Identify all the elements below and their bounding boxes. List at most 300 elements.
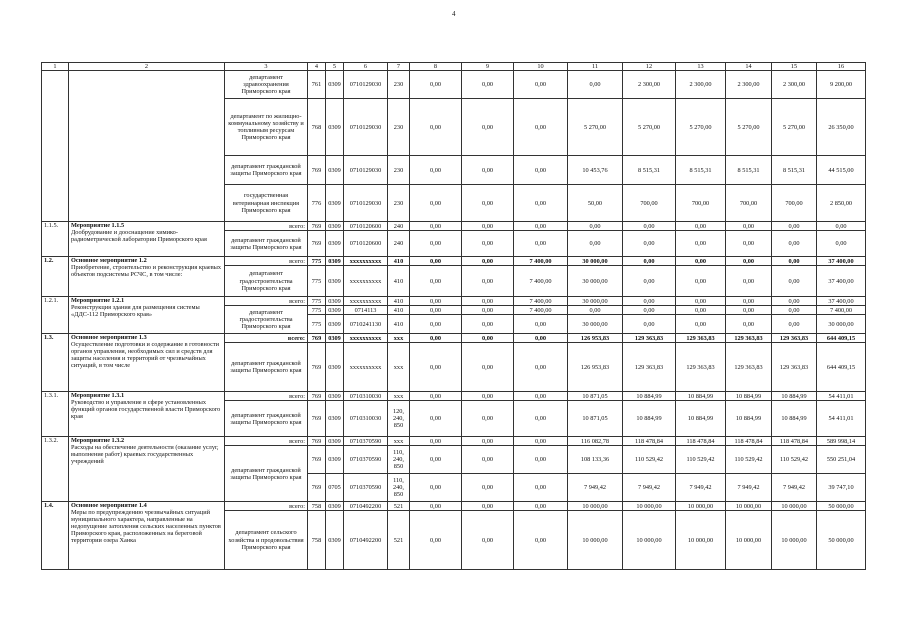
amount-cell: 0,00 bbox=[726, 297, 772, 306]
total-cell: 54 411,01 bbox=[817, 392, 866, 401]
amount-cell: 0,00 bbox=[410, 392, 462, 401]
amount-cell: 10 000,00 bbox=[676, 511, 726, 570]
amount-cell: 0,00 bbox=[676, 231, 726, 257]
total-cell: 589 998,14 bbox=[817, 437, 866, 446]
amount-cell: 10 000,00 bbox=[676, 502, 726, 511]
cell-vr: xxx bbox=[388, 392, 410, 401]
cell-rzpr: 0309 bbox=[326, 334, 344, 343]
cell-vr: 230 bbox=[388, 185, 410, 222]
amount-cell: 0,00 bbox=[772, 266, 817, 297]
total-cell: 0,00 bbox=[817, 222, 866, 231]
amount-cell: 7 949,42 bbox=[568, 474, 623, 502]
amount-cell: 0,00 bbox=[726, 315, 772, 334]
cell-csr: xxxxxxxxxx bbox=[344, 257, 388, 266]
cell-rzpr: 0309 bbox=[326, 222, 344, 231]
amount-cell: 0,00 bbox=[676, 297, 726, 306]
amount-cell: 0,00 bbox=[568, 306, 623, 315]
total-cell: 30 000,00 bbox=[817, 315, 866, 334]
executor-cell: департамент по жилищно-коммунальному хозяйству и топливным ресурсам Приморского края bbox=[225, 99, 308, 156]
header-cell: 6 bbox=[344, 63, 388, 71]
cell-csr: 0714113 bbox=[344, 306, 388, 315]
measure-title: Мероприятие 1.1.5 bbox=[71, 222, 125, 230]
total-label-cell: всего: bbox=[225, 334, 308, 343]
amount-cell: 0,00 bbox=[623, 306, 676, 315]
amount-cell: 0,00 bbox=[676, 222, 726, 231]
amount-cell: 110 529,42 bbox=[623, 446, 676, 474]
executor-cell: департамент гражданской защиты Приморского края bbox=[225, 446, 308, 502]
cell-vr: 410 bbox=[388, 297, 410, 306]
total-cell: 50 000,00 bbox=[817, 511, 866, 570]
cell-csr: 0710129030 bbox=[344, 185, 388, 222]
header-row bbox=[42, 63, 866, 71]
amount-cell: 0,00 bbox=[462, 334, 514, 343]
cell-vr: 410 bbox=[388, 257, 410, 266]
amount-cell: 0,00 bbox=[462, 343, 514, 392]
amount-cell: 0,00 bbox=[462, 257, 514, 266]
amount-cell: 0,00 bbox=[623, 231, 676, 257]
amount-cell: 0,00 bbox=[623, 257, 676, 266]
measure-title: Мероприятие 1.3.2 bbox=[71, 437, 125, 445]
amount-cell: 129 363,83 bbox=[623, 334, 676, 343]
cell-vr: 230 bbox=[388, 156, 410, 185]
amount-cell: 10 000,00 bbox=[772, 511, 817, 570]
measure-text: Руководство и управление в сфере установленных функций органов государственной власти Приморского края bbox=[71, 399, 221, 421]
cell-csr: xxxxxxxxxx bbox=[344, 343, 388, 392]
amount-cell: 10 884,99 bbox=[676, 401, 726, 437]
header-cell: 14 bbox=[726, 63, 772, 71]
cell-csr: 0710310030 bbox=[344, 401, 388, 437]
amount-cell: 0,00 bbox=[623, 315, 676, 334]
description-cell bbox=[69, 257, 225, 297]
cell-grbs: 769 bbox=[308, 392, 326, 401]
amount-cell: 126 953,83 bbox=[568, 334, 623, 343]
cell-grbs: 775 bbox=[308, 315, 326, 334]
cell-csr: 0710492200 bbox=[344, 502, 388, 511]
amount-cell: 10 871,05 bbox=[568, 401, 623, 437]
amount-cell: 30 000,00 bbox=[568, 315, 623, 334]
description-cell bbox=[69, 297, 225, 334]
total-label-cell: всего: bbox=[225, 392, 308, 401]
amount-cell: 0,00 bbox=[514, 315, 568, 334]
amount-cell: 7 400,00 bbox=[514, 306, 568, 315]
amount-cell: 0,00 bbox=[514, 334, 568, 343]
amount-cell: 129 363,83 bbox=[772, 334, 817, 343]
header-cell: 3 bbox=[225, 63, 308, 71]
amount-cell: 108 133,36 bbox=[568, 446, 623, 474]
amount-cell: 126 953,83 bbox=[568, 343, 623, 392]
table-row bbox=[42, 71, 866, 99]
total-cell: 50 000,00 bbox=[817, 502, 866, 511]
measure-text: Реконструкция здания для размещения системы «ДДС-112 Приморского края» bbox=[71, 304, 200, 319]
cell-csr: 0710241130 bbox=[344, 315, 388, 334]
amount-cell: 129 363,83 bbox=[726, 334, 772, 343]
cell-vr: 410 bbox=[388, 266, 410, 297]
measure-text: Осуществление подготовки и содержание в готовности органов управления, необходимых сил и средств для защиты населения и территорий от чрезвычайных ситуаций, в том числе bbox=[71, 341, 220, 370]
amount-cell: 2 300,00 bbox=[772, 71, 817, 99]
total-cell: 37 400,00 bbox=[817, 266, 866, 297]
cell-vr: 230 bbox=[388, 99, 410, 156]
total-cell: 39 747,10 bbox=[817, 474, 866, 502]
executor-cell: департамент гражданской защиты Приморского края bbox=[225, 343, 308, 392]
cell-vr: xxx bbox=[388, 343, 410, 392]
cell-csr: 0710120600 bbox=[344, 231, 388, 257]
cell-csr: 0710129030 bbox=[344, 99, 388, 156]
amount-cell: 0,00 bbox=[726, 306, 772, 315]
amount-cell: 7 400,00 bbox=[514, 266, 568, 297]
total-cell: 44 515,00 bbox=[817, 156, 866, 185]
amount-cell: 0,00 bbox=[514, 185, 568, 222]
amount-cell: 0,00 bbox=[410, 306, 462, 315]
total-cell: 2 850,00 bbox=[817, 185, 866, 222]
measure-title: Мероприятие 1.2.1 bbox=[71, 297, 125, 305]
amount-cell: 110 529,42 bbox=[726, 446, 772, 474]
header-cell: 13 bbox=[676, 63, 726, 71]
cell-grbs: 775 bbox=[308, 306, 326, 315]
cell-csr: 0710370590 bbox=[344, 474, 388, 502]
cell-grbs: 769 bbox=[308, 334, 326, 343]
header-cell: 8 bbox=[410, 63, 462, 71]
amount-cell: 0,00 bbox=[410, 334, 462, 343]
cell-grbs: 761 bbox=[308, 71, 326, 99]
amount-cell: 0,00 bbox=[568, 222, 623, 231]
amount-cell: 0,00 bbox=[462, 222, 514, 231]
executor-cell: департамент градостроительства Приморского края bbox=[225, 266, 308, 297]
amount-cell: 10 000,00 bbox=[772, 502, 817, 511]
amount-cell: 8 515,31 bbox=[772, 156, 817, 185]
executor-cell: департамент сельского хозяйства и продовольствия Приморского края bbox=[225, 511, 308, 570]
amount-cell: 0,00 bbox=[462, 99, 514, 156]
header-cell: 4 bbox=[308, 63, 326, 71]
amount-cell: 30 000,00 bbox=[568, 257, 623, 266]
cell-vr: xxx bbox=[388, 437, 410, 446]
header-cell: 5 bbox=[326, 63, 344, 71]
cell-grbs: 769 bbox=[308, 474, 326, 502]
amount-cell: 0,00 bbox=[514, 71, 568, 99]
amount-cell: 0,00 bbox=[514, 392, 568, 401]
amount-cell: 0,00 bbox=[410, 185, 462, 222]
cell-grbs: 769 bbox=[308, 231, 326, 257]
cell-rzpr: 0309 bbox=[326, 502, 344, 511]
amount-cell: 10 453,76 bbox=[568, 156, 623, 185]
code-cell: 1.3.1. bbox=[42, 392, 69, 437]
amount-cell: 0,00 bbox=[772, 315, 817, 334]
header-cell: 7 bbox=[388, 63, 410, 71]
amount-cell: 10 000,00 bbox=[726, 511, 772, 570]
amount-cell: 0,00 bbox=[410, 156, 462, 185]
cell-vr: 410 bbox=[388, 306, 410, 315]
amount-cell: 0,00 bbox=[410, 474, 462, 502]
measure-title: Основное мероприятие 1.2 bbox=[71, 257, 147, 265]
cell-rzpr: 0309 bbox=[326, 156, 344, 185]
header-cell: 12 bbox=[623, 63, 676, 71]
cell-rzpr: 0309 bbox=[326, 315, 344, 334]
total-label-cell: всего: bbox=[225, 297, 308, 306]
amount-cell: 10 884,99 bbox=[772, 401, 817, 437]
amount-cell: 0,00 bbox=[726, 257, 772, 266]
cell-rzpr: 0705 bbox=[326, 474, 344, 502]
amount-cell: 0,00 bbox=[772, 297, 817, 306]
amount-cell: 5 270,00 bbox=[726, 99, 772, 156]
amount-cell: 0,00 bbox=[462, 266, 514, 297]
header-cell: 10 bbox=[514, 63, 568, 71]
amount-cell: 30 000,00 bbox=[568, 297, 623, 306]
amount-cell: 0,00 bbox=[726, 231, 772, 257]
amount-cell: 8 515,31 bbox=[726, 156, 772, 185]
amount-cell: 0,00 bbox=[410, 222, 462, 231]
code-cell: 1.3. bbox=[42, 334, 69, 392]
cell-vr: 110, 240, 850 bbox=[388, 474, 410, 502]
cell-vr: 240 bbox=[388, 231, 410, 257]
cell-csr: 0710120600 bbox=[344, 222, 388, 231]
amount-cell: 118 478,84 bbox=[726, 437, 772, 446]
code-cell: 1.2.1. bbox=[42, 297, 69, 334]
amount-cell: 10 871,05 bbox=[568, 392, 623, 401]
amount-cell: 0,00 bbox=[462, 474, 514, 502]
total-cell: 644 409,15 bbox=[817, 334, 866, 343]
description-cell bbox=[69, 502, 225, 570]
cell-vr: 240 bbox=[388, 222, 410, 231]
amount-cell: 0,00 bbox=[462, 401, 514, 437]
amount-cell: 0,00 bbox=[410, 266, 462, 297]
amount-cell: 0,00 bbox=[514, 343, 568, 392]
cell-rzpr: 0309 bbox=[326, 297, 344, 306]
amount-cell: 0,00 bbox=[726, 222, 772, 231]
amount-cell: 0,00 bbox=[676, 257, 726, 266]
amount-cell: 129 363,83 bbox=[676, 343, 726, 392]
amount-cell: 118 478,84 bbox=[772, 437, 817, 446]
amount-cell: 5 270,00 bbox=[772, 99, 817, 156]
cell-grbs: 769 bbox=[308, 401, 326, 437]
amount-cell: 0,00 bbox=[676, 306, 726, 315]
description-cell bbox=[69, 437, 225, 502]
measure-text: Приобретение, строительство и реконструкция краевых объектов подсистемы РСЧС, в том числе: bbox=[71, 264, 222, 279]
description-cell bbox=[69, 222, 225, 257]
table-row bbox=[42, 222, 866, 231]
amount-cell: 7 949,42 bbox=[623, 474, 676, 502]
amount-cell: 0,00 bbox=[623, 297, 676, 306]
amount-cell: 10 884,99 bbox=[623, 392, 676, 401]
header-cell: 2 bbox=[69, 63, 225, 71]
amount-cell: 0,00 bbox=[410, 231, 462, 257]
amount-cell: 0,00 bbox=[514, 401, 568, 437]
amount-cell: 0,00 bbox=[772, 306, 817, 315]
amount-cell: 0,00 bbox=[726, 266, 772, 297]
amount-cell: 0,00 bbox=[462, 71, 514, 99]
cell-csr: xxxxxxxxxx bbox=[344, 266, 388, 297]
amount-cell: 0,00 bbox=[462, 511, 514, 570]
amount-cell: 0,00 bbox=[623, 266, 676, 297]
amount-cell: 30 000,00 bbox=[568, 266, 623, 297]
amount-cell: 0,00 bbox=[772, 222, 817, 231]
amount-cell: 8 515,31 bbox=[676, 156, 726, 185]
cell-csr: 0710310030 bbox=[344, 392, 388, 401]
cell-rzpr: 0309 bbox=[326, 99, 344, 156]
amount-cell: 0,00 bbox=[514, 156, 568, 185]
amount-cell: 2 300,00 bbox=[676, 71, 726, 99]
amount-cell: 7 949,42 bbox=[772, 474, 817, 502]
amount-cell: 10 000,00 bbox=[623, 502, 676, 511]
amount-cell: 0,00 bbox=[676, 266, 726, 297]
cell-vr: 410 bbox=[388, 315, 410, 334]
cell-grbs: 775 bbox=[308, 257, 326, 266]
cell-rzpr: 0309 bbox=[326, 185, 344, 222]
amount-cell: 118 478,84 bbox=[676, 437, 726, 446]
amount-cell: 0,00 bbox=[772, 257, 817, 266]
amount-cell: 10 000,00 bbox=[568, 502, 623, 511]
total-label-cell: всего: bbox=[225, 257, 308, 266]
amount-cell: 5 270,00 bbox=[623, 99, 676, 156]
amount-cell: 2 300,00 bbox=[623, 71, 676, 99]
amount-cell: 10 884,99 bbox=[772, 392, 817, 401]
code-cell: 1.3.2. bbox=[42, 437, 69, 502]
amount-cell: 0,00 bbox=[462, 446, 514, 474]
amount-cell: 2 300,00 bbox=[726, 71, 772, 99]
cell-grbs: 758 bbox=[308, 511, 326, 570]
cell-csr: 0710492200 bbox=[344, 511, 388, 570]
cell-rzpr: 0309 bbox=[326, 392, 344, 401]
cell-rzpr: 0309 bbox=[326, 266, 344, 297]
amount-cell: 0,00 bbox=[410, 437, 462, 446]
measure-text: Дообрудование и дооснащение химико-радиометрической лаборатории Приморского края bbox=[71, 229, 207, 244]
amount-cell: 0,00 bbox=[462, 297, 514, 306]
amount-cell: 129 363,83 bbox=[623, 343, 676, 392]
measure-title: Основное мероприятие 1.3 bbox=[71, 334, 147, 342]
cell-grbs: 769 bbox=[308, 156, 326, 185]
amount-cell: 0,00 bbox=[462, 306, 514, 315]
amount-cell: 129 363,83 bbox=[772, 343, 817, 392]
executor-cell: департамент здравоохранения Приморского края bbox=[225, 71, 308, 99]
amount-cell: 0,00 bbox=[462, 437, 514, 446]
amount-cell: 10 000,00 bbox=[623, 511, 676, 570]
cell-rzpr: 0309 bbox=[326, 257, 344, 266]
amount-cell: 0,00 bbox=[462, 156, 514, 185]
amount-cell: 129 363,83 bbox=[726, 343, 772, 392]
measure-text: Расходы на обеспечение деятельности (оказание услуг, выполнение работ) краевых государственных учреждений bbox=[71, 444, 219, 466]
cell-rzpr: 0309 bbox=[326, 401, 344, 437]
amount-cell: 7 949,42 bbox=[726, 474, 772, 502]
amount-cell: 10 884,99 bbox=[623, 401, 676, 437]
amount-cell: 0,00 bbox=[514, 511, 568, 570]
amount-cell: 0,00 bbox=[514, 99, 568, 156]
amount-cell: 10 884,99 bbox=[676, 392, 726, 401]
amount-cell: 0,00 bbox=[410, 502, 462, 511]
total-cell: 7 400,00 bbox=[817, 306, 866, 315]
amount-cell: 0,00 bbox=[514, 474, 568, 502]
cell-grbs: 775 bbox=[308, 266, 326, 297]
amount-cell: 10 884,99 bbox=[726, 401, 772, 437]
cell-grbs: 768 bbox=[308, 99, 326, 156]
amount-cell: 0,00 bbox=[514, 231, 568, 257]
cell-rzpr: 0309 bbox=[326, 71, 344, 99]
amount-cell: 0,00 bbox=[410, 71, 462, 99]
cell-csr: 0710370590 bbox=[344, 437, 388, 446]
amount-cell: 129 363,83 bbox=[676, 334, 726, 343]
description-cell bbox=[69, 392, 225, 437]
amount-cell: 0,00 bbox=[514, 437, 568, 446]
amount-cell: 700,00 bbox=[772, 185, 817, 222]
description-cell bbox=[69, 334, 225, 392]
cell-grbs: 769 bbox=[308, 222, 326, 231]
table-row bbox=[42, 392, 866, 401]
amount-cell: 700,00 bbox=[726, 185, 772, 222]
executor-cell: департамент гражданской защиты Приморского края bbox=[225, 401, 308, 437]
header-cell: 1 bbox=[42, 63, 69, 71]
amount-cell: 10 884,99 bbox=[726, 392, 772, 401]
cell-grbs: 758 bbox=[308, 502, 326, 511]
amount-cell: 10 000,00 bbox=[568, 511, 623, 570]
amount-cell: 0,00 bbox=[462, 315, 514, 334]
code-cell: 1.1.5. bbox=[42, 222, 69, 257]
total-cell: 37 400,00 bbox=[817, 257, 866, 266]
amount-cell: 0,00 bbox=[772, 231, 817, 257]
header-cell: 15 bbox=[772, 63, 817, 71]
total-cell: 54 411,01 bbox=[817, 401, 866, 437]
cell-vr: 120, 240, 850 bbox=[388, 401, 410, 437]
amount-cell: 118 478,84 bbox=[623, 437, 676, 446]
amount-cell: 0,00 bbox=[514, 222, 568, 231]
cell-csr: 0710370590 bbox=[344, 446, 388, 474]
amount-cell: 0,00 bbox=[568, 71, 623, 99]
amount-cell: 0,00 bbox=[462, 185, 514, 222]
description-cell bbox=[69, 71, 225, 222]
code-cell bbox=[42, 71, 69, 222]
amount-cell: 0,00 bbox=[410, 401, 462, 437]
total-cell: 0,00 bbox=[817, 231, 866, 257]
amount-cell: 0,00 bbox=[514, 446, 568, 474]
amount-cell: 110 529,42 bbox=[676, 446, 726, 474]
code-cell: 1.4. bbox=[42, 502, 69, 570]
measure-title: Основное мероприятие 1.4 bbox=[71, 502, 147, 510]
cell-rzpr: 0309 bbox=[326, 306, 344, 315]
cell-vr: 230 bbox=[388, 71, 410, 99]
amount-cell: 0,00 bbox=[462, 392, 514, 401]
cell-rzpr: 0309 bbox=[326, 446, 344, 474]
amount-cell: 0,00 bbox=[623, 222, 676, 231]
executor-cell: департамент гражданской защиты Приморского края bbox=[225, 156, 308, 185]
cell-vr: 521 bbox=[388, 511, 410, 570]
amount-cell: 0,00 bbox=[514, 502, 568, 511]
budget-table bbox=[41, 62, 866, 570]
cell-csr: xxxxxxxxxx bbox=[344, 334, 388, 343]
amount-cell: 700,00 bbox=[676, 185, 726, 222]
table-row bbox=[42, 334, 866, 343]
header-cell: 11 bbox=[568, 63, 623, 71]
amount-cell: 7 400,00 bbox=[514, 297, 568, 306]
cell-rzpr: 0309 bbox=[326, 437, 344, 446]
amount-cell: 0,00 bbox=[676, 315, 726, 334]
cell-rzpr: 0309 bbox=[326, 511, 344, 570]
table-row bbox=[42, 437, 866, 446]
cell-grbs: 776 bbox=[308, 185, 326, 222]
cell-csr: 0710129030 bbox=[344, 156, 388, 185]
table-row bbox=[42, 257, 866, 266]
amount-cell: 7 949,42 bbox=[676, 474, 726, 502]
cell-rzpr: 0309 bbox=[326, 231, 344, 257]
cell-grbs: 769 bbox=[308, 437, 326, 446]
page-number: 4 bbox=[452, 10, 456, 18]
amount-cell: 0,00 bbox=[462, 231, 514, 257]
total-cell: 550 251,04 bbox=[817, 446, 866, 474]
cell-vr: xxx bbox=[388, 334, 410, 343]
executor-cell: департамент гражданской защиты Приморского края bbox=[225, 231, 308, 257]
amount-cell: 116 082,78 bbox=[568, 437, 623, 446]
amount-cell: 8 515,31 bbox=[623, 156, 676, 185]
measure-title: Мероприятие 1.3.1 bbox=[71, 392, 125, 400]
total-cell: 37 400,00 bbox=[817, 297, 866, 306]
cell-vr: 110, 240, 850 bbox=[388, 446, 410, 474]
amount-cell: 0,00 bbox=[410, 257, 462, 266]
total-cell: 9 200,00 bbox=[817, 71, 866, 99]
